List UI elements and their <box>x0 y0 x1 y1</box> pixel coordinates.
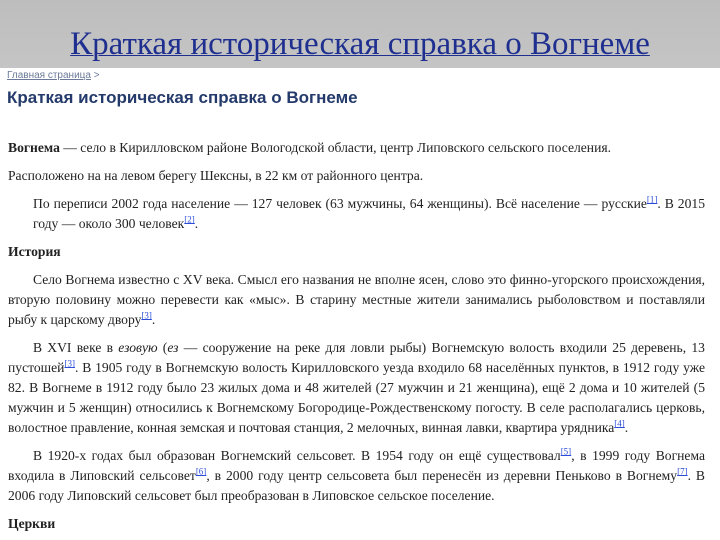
reference-link[interactable]: [3] <box>141 310 152 321</box>
history-paragraph <box>8 270 705 330</box>
article-body <box>8 138 705 540</box>
intro-definition: — село в Кирилловском районе Вологодской области, центр Липовского сельского поселения. <box>59 140 612 155</box>
page-title: Краткая историческая справка о Вогнеме <box>7 88 358 107</box>
history-text: — сооружение на реке для ловли рыбы) Вогнемскую волость входили 25 деревень, 13 пустошей <box>8 340 705 375</box>
history-text: . <box>151 312 156 327</box>
reference-link[interactable]: [6] <box>195 466 207 477</box>
reference-link[interactable]: [7] <box>677 466 688 477</box>
section-heading-churches: Церкви <box>8 516 56 531</box>
reference-link[interactable]: [2] <box>184 214 195 225</box>
history-paragraph <box>8 338 705 438</box>
document-screenshot <box>0 68 720 540</box>
section-heading-history: История <box>8 244 61 259</box>
intro-paragraph <box>8 138 705 158</box>
history-text: Село Вогнема известно с XV века. Смысл его названия не вполне ясен, слово это финно-угорского происхождения, вторую половину можно перевести как «мыс». В старину местные жители занимались рыболовством и поставляли рыбу к царскому двору <box>8 272 705 327</box>
history-text: В 1920-х годах был образован Вогнемский сельсовет. В 1954 году он ещё существовал <box>33 448 561 463</box>
breadcrumb-home-link[interactable]: Главная страница <box>7 70 91 81</box>
history-italic: езовую <box>118 340 158 355</box>
history-text: , в 2000 году центр сельсовета был перенесён из деревни Пеньково в Вогнему <box>206 468 678 483</box>
history-text: . В 2006 году Липовский сельсовет был преобразован в Липовское сельское поселение. <box>8 468 705 503</box>
reference-link[interactable]: [1] <box>646 194 658 205</box>
breadcrumb <box>7 70 100 81</box>
census-text: . <box>194 216 199 231</box>
location-paragraph: Расположено на на левом берегу Шексны, в 22 км от районного центра. <box>8 168 424 183</box>
history-text: , в 1999 году Вогнема входила в Липовский сельсовет <box>8 448 705 483</box>
census-text: По переписи 2002 года население — 127 человек (63 мужчины, 64 женщины). Всё население — русские <box>33 196 647 211</box>
reference-link[interactable]: [3] <box>64 358 75 369</box>
history-text: В XVI веке в <box>33 340 119 355</box>
history-text: . В 1905 году в Вогнемскую волость Кирилловского уезда входило 68 населённых пунктов, в 1912 году уже 82. В Вогнеме в 1912 году было 23 жилых дома и 48 жителей (27 мужчин и 21 женщина), ещё 2 дома и 10 жителей (5 мужчин и 5 женщин) относились к Вогнемскому Богородице-Рождественскому погосту. В селе располагались церковь, волостное правление, конная земская и почтовая станция, 2 мелочных, винная лавки, квартира урядника <box>8 360 705 435</box>
census-paragraph <box>33 194 705 234</box>
history-text: . <box>624 420 629 435</box>
slide-title: Краткая историческая справка о Вогнеме <box>70 26 650 62</box>
census-text: . В 2015 году — около 300 человек <box>33 196 705 231</box>
breadcrumb-separator: > <box>93 70 100 81</box>
history-paragraph <box>8 446 705 506</box>
reference-link[interactable]: [5] <box>560 446 572 457</box>
reference-link[interactable]: [4] <box>614 418 625 429</box>
article-subject: Вогнема <box>8 140 60 155</box>
history-text: ( <box>157 340 168 355</box>
history-italic: ез <box>167 340 179 355</box>
